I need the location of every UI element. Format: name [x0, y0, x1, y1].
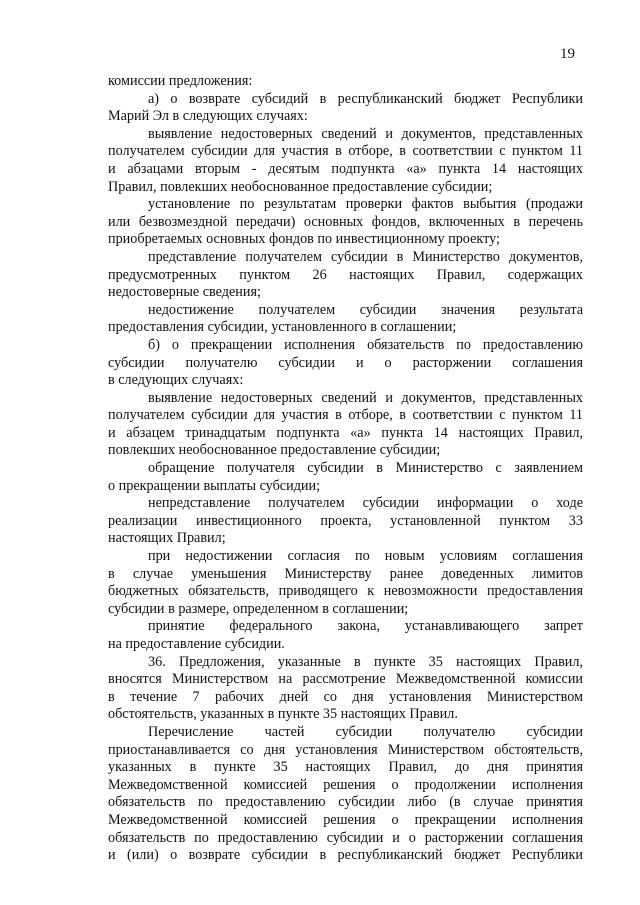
- text-line: выявление недостоверных сведений и документов, представленных: [148, 389, 583, 406]
- text-line: получателем субсидии для участия в отборе, в соответствии с пунктом 11: [108, 143, 583, 160]
- text-line: обязательств по предоставлению субсидии и о расторжении соглашения: [108, 829, 583, 846]
- text-line: и абзацем тринадцатым подпункта «а» пункта 14 настоящих Правил,: [108, 424, 583, 441]
- text-line: указанных в пункте 35 настоящих Правил, до дня принятия: [108, 759, 583, 776]
- text-line: и абзацами вторым - десятым подпункта «а» пункта 14 настоящих: [108, 160, 583, 177]
- text-line: вносятся Министерством на рассмотрение Межведомственной комиссии: [108, 671, 583, 688]
- text-line: предоставления субсидии, установленного в соглашении;: [108, 319, 457, 336]
- text-line: бюджетных обязательств, приводящего к невозможности предоставления: [108, 583, 583, 600]
- text-line: и (или) о возврате субсидии в республиканский бюджет Республики: [108, 847, 583, 864]
- text-line: комиссии предложения:: [108, 73, 253, 89]
- document-body: [108, 73, 583, 865]
- text-line: повлекших необоснованное предоставление субсидии;: [108, 442, 441, 459]
- text-line: обращение получателя субсидии в Министерство с заявлением: [148, 460, 583, 477]
- text-line: Межведомственной комиссией решения о прекращении исполнения: [108, 811, 583, 828]
- text-line: приостанавливается со дня установления Министерством обстоятельств,: [108, 741, 583, 758]
- text-line: обязательств по предоставлению субсидии либо (в случае принятия: [108, 794, 583, 811]
- text-line: установление по результатам проверки фактов выбытия (продажи: [148, 196, 583, 213]
- text-line: в следующих случаях:: [108, 372, 244, 389]
- text-line: в течение 7 рабочих дней со дня установления Министерством: [108, 688, 583, 705]
- text-line: настоящих Правил;: [108, 530, 226, 547]
- text-line: Межведомственной комиссией решения о продолжении исполнения: [108, 776, 583, 793]
- text-line: приобретаемых основных фондов по инвестиционному проекту;: [108, 231, 500, 248]
- text-line: или безвозмездной передачи) основных фондов, включенных в перечень: [108, 213, 583, 230]
- text-line: предусмотренных пунктом 26 настоящих Правил, содержащих: [108, 266, 583, 283]
- text-line: Перечисление частей субсидии получателю субсидии: [148, 723, 583, 740]
- text-line: непредставление получателем субсидии информации о ходе: [148, 495, 583, 512]
- text-line: реализации инвестиционного проекта, установленной пунктом 33: [108, 512, 583, 529]
- text-line: на предоставление субсидии.: [108, 636, 285, 652]
- text-line: б) о прекращении исполнения обязательств по предоставлению: [148, 336, 583, 353]
- text-line: при недостижении согласия по новым условиям соглашения: [148, 548, 583, 565]
- text-line: 36. Предложения, указанные в пункте 35 настоящих Правил,: [148, 653, 583, 670]
- text-line: а) о возврате субсидий в республиканский бюджет Республики: [148, 90, 583, 107]
- text-line: Марий Эл в следующих случаях:: [108, 108, 308, 125]
- text-line: обстоятельств, указанных в пункте 35 настоящих Правил.: [108, 706, 458, 723]
- text-line: представление получателем субсидии в Министерство документов,: [148, 248, 583, 265]
- text-line: недостижение получателем субсидии значения результата: [148, 301, 583, 318]
- text-line: в случае уменьшения Министерству ранее доведенных лимитов: [108, 565, 583, 582]
- text-line: выявление недостоверных сведений и документов, представленных: [148, 125, 583, 142]
- text-line: недостоверные сведения;: [108, 284, 261, 301]
- page-number: 19: [560, 46, 575, 62]
- text-line: принятие федерального закона, устанавливающего запрет: [148, 618, 583, 635]
- text-line: получателем субсидии для участия в отборе, в соответствии с пунктом 11: [108, 407, 583, 424]
- text-line: субсидии в размере, определенном в соглашении;: [108, 600, 409, 617]
- text-line: субсидии получателю субсидии и о расторжении соглашения: [108, 354, 583, 371]
- text-line: Правил, повлекших необоснованное предоставление субсидии;: [108, 178, 493, 195]
- text-line: о прекращении выплаты субсидии;: [108, 477, 321, 494]
